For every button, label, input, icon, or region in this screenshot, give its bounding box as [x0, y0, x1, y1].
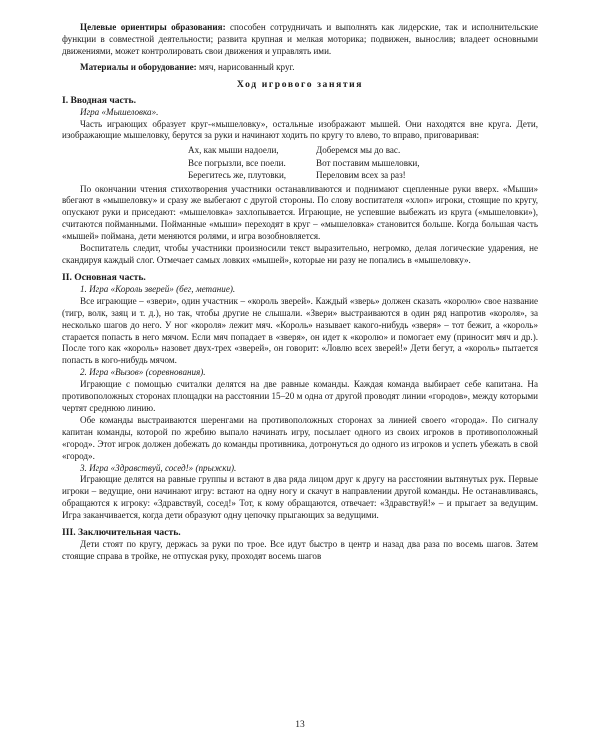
- game1-paragraph: Все играющие – «звери», один участник – «король зверей». Каждый «зверь» должен сказать «королю» свое название (тигр, волк, заяц и т. д.), но так, чтобы другие не слышали. «Звери» выстраиваются в один ряд напротив «короля», за несколько шагов до него. У ног «короля» лежит мяч. «Король» называет какого-нибудь «зверя» – тот бежит, а «король» старается попасть в него мячом. Если мяч попадает в «зверя», он идет к «королю» и помогает ему (приносит мяч и др.). После того как «король» назовет двух-трех «зверей», он говорит: «Ловлю всех зверей!» Дети бегут, а «король» пытается попасть в кого-нибудь мячом.: [62, 295, 538, 366]
- part3-heading: III. Заключительная часть.: [62, 527, 181, 539]
- verse-line: Берегитесь же, плутовки,: [188, 170, 287, 181]
- part1-paragraph-1: Часть играющих образует круг-«мышеловку», остальные изображают мышей. Они находятся вне круга. Дети, изображающие мышеловку, берутся за руки и начинают ходить по кругу то влево, то вправо, приговаривая:: [62, 118, 538, 141]
- game1-title: 1. Игра «Король зверей» (бег, метание).: [80, 283, 236, 294]
- materials-paragraph: [62, 62, 538, 74]
- goals-label: Целевые ориентиры образования:: [80, 22, 226, 32]
- verse-line: Доберемся мы до вас.: [316, 145, 401, 156]
- verse-line: Переловим всех за раз!: [316, 170, 406, 181]
- game3-paragraph: Играющие делятся на равные группы и встают в два ряда лицом друг к другу на расстоянии вытянутых рук. Первые игроки – ведущие, они начинают игру: встают на одну ногу и скачут в направлении другой команды. Не останавливаясь, обращаются к игроку: «Здравствуй, сосед!» Тот, к кому обращаются, отвечает: «Здравствуй!» – и прыгает за ведущим. Игра заканчивается, когда дети образуют одну цепочку прыгающих за ведущими.: [62, 474, 538, 521]
- game3-title: 3. Игра «Здравствуй, сосед!» (прыжки).: [80, 462, 237, 473]
- verse-line: Все погрызли, все поели.: [188, 157, 286, 168]
- part1-paragraph-2: По окончании чтения стихотворения участники останавливаются и поднимают сцепленные руки вверх. «Мыши» вбегают в «мышеловку» и сразу же выбегают с другой стороны. По слову воспитателя «хлоп» игроки, стоящие по кругу, опускают руки и приседают: «мышеловка» захлопывается. Играющие, не успевшие выбежать из круга («мышеловки»), считаются пойманными. Пойманные «мыши» переходят в круг – «мышеловка» становится больше. Когда большая часть «мышей» поймана, дети меняются ролями, и игра возобновляется.: [62, 183, 538, 242]
- part3-paragraph: Дети стоят по кругу, держась за руки по трое. Все идут быстро в центр и назад два раза по восемь шагов. Затем стоящие справа в тройке, не отпуская руку, проходят восемь шагов: [62, 539, 538, 561]
- page-number: 13: [295, 720, 305, 730]
- game2-title: 2. Игра «Вызов» (соревнования).: [80, 367, 206, 378]
- game2-paragraph-2: Обе команды выстраиваются шеренгами на противоположных сторонах за линией своего «города». По сигналу капитан команды, которой по жребию выпало начинать игру, посылает одного из своих игроков в противоположный «город». Этот игрок должен добежать до команды противника, дотронуться до одного из игроков и успеть убежать в свой «город».: [62, 414, 538, 461]
- poem-verse: [188, 144, 538, 181]
- verse-line: Ах, как мыши надоели,: [188, 145, 279, 156]
- part1-game-title: Игра «Мышеловка».: [80, 106, 159, 117]
- goals-paragraph: [62, 22, 538, 58]
- part1-heading: I. Вводная часть.: [62, 94, 136, 106]
- main-title: Ход игрового занятия: [236, 78, 364, 90]
- materials-label: Материалы и оборудование:: [80, 61, 197, 72]
- part2-heading: II. Основная часть.: [62, 271, 146, 283]
- verse-line: Вот поставим мышеловки,: [316, 157, 420, 168]
- materials-text: мяч, нарисованный круг.: [196, 61, 295, 72]
- part1-paragraph-3: Воспитатель следит, чтобы участники произносили текст выразительно, негромко, делая логические ударения, не скандируя каждый слог. Отмечает самых ловких «мышей», которые ни разу не попались в «мышеловку».: [62, 243, 538, 265]
- game2-paragraph-1: Играющие с помощью считалки делятся на две равные команды. Каждая команда выбирает себе капитана. На противоположных сторонах площадки на расстоянии 15–20 м одна от другой проводят линии «городов», между которыми чертят среднюю линию.: [62, 379, 538, 413]
- goals-text: способен сотрудничать и выполнять как лидерские, так и исполнительские функции в совместной деятельности; развита крупная и мелкая моторика; подвижен, вынослив; владеет основными движениями, может контролировать свои движения и управлять ими.: [62, 22, 538, 56]
